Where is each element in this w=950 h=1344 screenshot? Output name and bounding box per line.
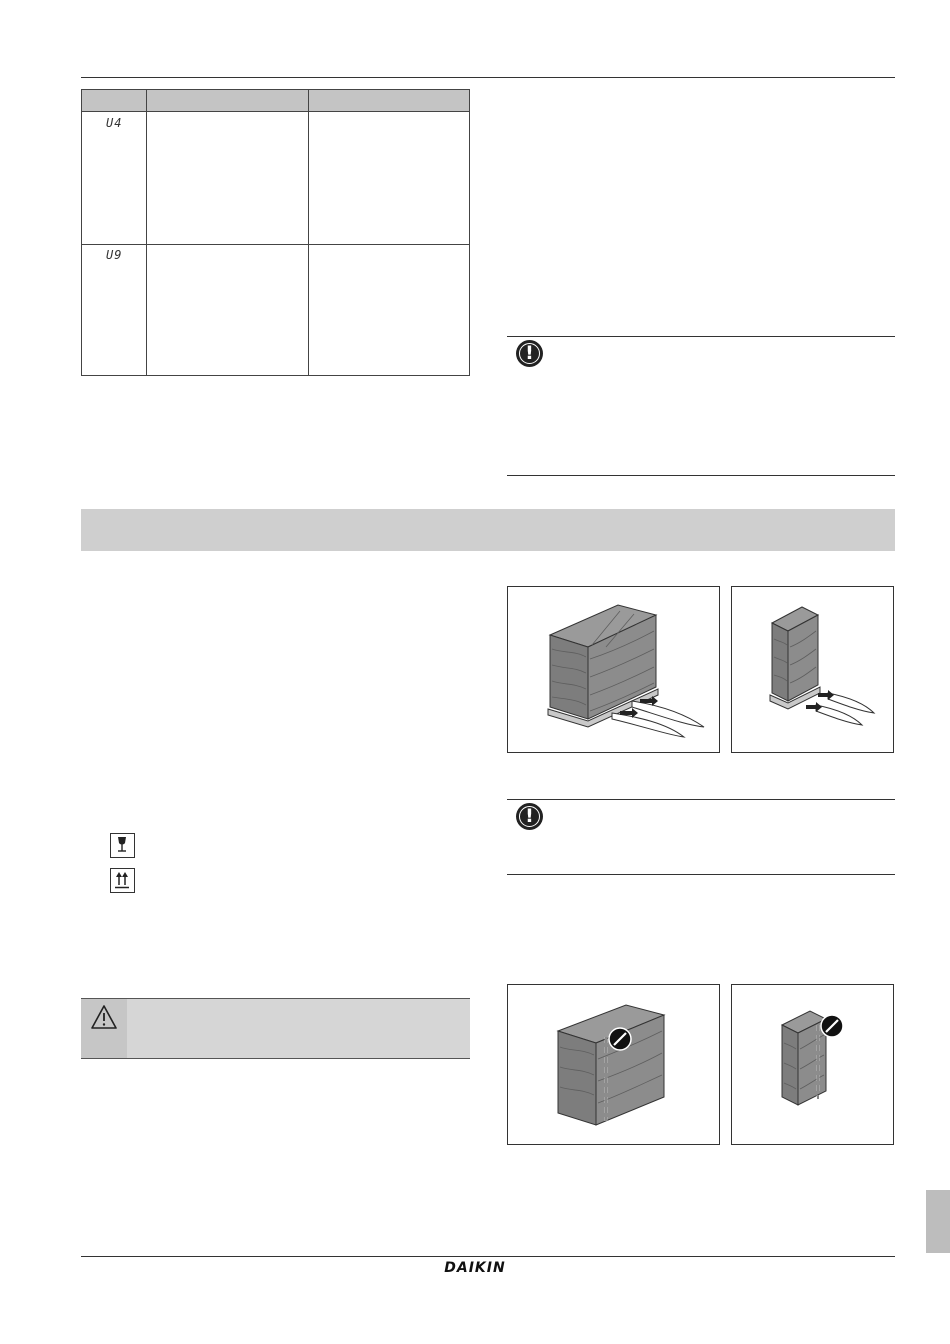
warning-triangle-icon	[81, 1001, 127, 1041]
notice-rule-top	[507, 799, 895, 800]
error-code-u9: U9	[106, 248, 123, 262]
notice-rule-top	[507, 336, 895, 337]
fragile-symbol	[110, 833, 135, 858]
forklift-large-unit-illustration	[508, 587, 721, 754]
table-header-row	[82, 90, 469, 112]
figure-forklift-small-unit	[731, 586, 894, 753]
no-cut-small-unit-illustration	[732, 985, 895, 1146]
figure-no-cut-large-unit	[507, 984, 720, 1145]
this-way-up-symbol	[110, 868, 135, 893]
warning-icon-column	[81, 999, 127, 1058]
notice-icon	[516, 340, 543, 367]
figure-forklift-large-unit	[507, 586, 720, 753]
notice-rule-bottom	[507, 874, 895, 875]
error-code-u4: U4	[106, 116, 123, 130]
daikin-logo: DAIKIN	[444, 1260, 506, 1276]
table-column-divider	[308, 90, 309, 375]
notice-rule-bottom	[507, 475, 895, 476]
wine-glass-icon	[111, 834, 133, 856]
arrows-up-icon	[111, 869, 133, 891]
side-tab	[926, 1190, 950, 1253]
figure-no-cut-small-unit	[731, 984, 894, 1145]
notice-icon	[516, 803, 543, 830]
header-rule	[81, 77, 895, 78]
warning-box	[81, 998, 470, 1059]
error-code-table	[81, 89, 470, 376]
section-heading-bar	[81, 509, 895, 551]
table-column-divider	[146, 90, 147, 375]
footer-rule	[81, 1256, 895, 1257]
forklift-small-unit-illustration	[732, 587, 895, 754]
no-cut-large-unit-illustration	[508, 985, 721, 1146]
table-row-divider	[82, 244, 469, 245]
